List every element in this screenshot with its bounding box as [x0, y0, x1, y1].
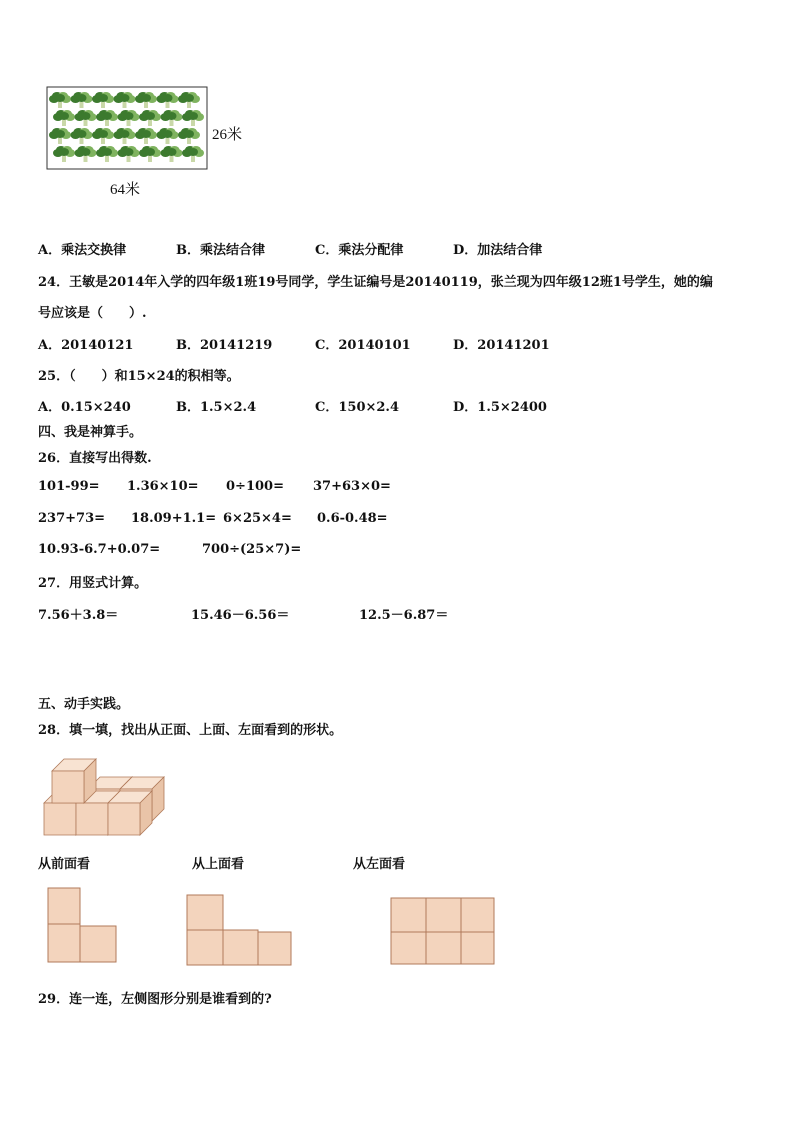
- q26-row3-item1: 10.93-6.7+0.07=: [38, 542, 161, 557]
- q25-option-c[interactable]: C．150×2.4: [315, 400, 399, 415]
- q24-option-d[interactable]: D．20141201: [453, 338, 550, 353]
- q24-text-line2: 号应该是（ ）.: [38, 306, 147, 321]
- cube-top-1: [52, 759, 96, 803]
- q26-row2-item1: 237+73=: [38, 511, 106, 526]
- q23-option-d[interactable]: D．加法结合律: [453, 243, 543, 258]
- q24-option-b[interactable]: B．20141219: [176, 338, 273, 353]
- q27-item3: 12.5－6.87＝: [359, 608, 449, 623]
- q26-row2-item2: 18.09+1.1=: [131, 511, 217, 526]
- q23-option-a[interactable]: A．乘法交换律: [38, 243, 127, 258]
- section4-title: 四、我是神算手。: [38, 425, 143, 440]
- q24-option-a[interactable]: A．20140121: [38, 338, 134, 353]
- q25-option-a[interactable]: A．0.15×240: [38, 400, 131, 415]
- q26-row1-item1: 101-99=: [38, 479, 100, 494]
- cube-arrangement-figure: [40, 745, 175, 840]
- q26-title: 26．直接写出得数.: [38, 451, 152, 466]
- top-view-label: 从上面看: [192, 857, 245, 872]
- left-view-label: 从左面看: [353, 857, 406, 872]
- top-view-shape: [186, 894, 294, 968]
- front-view-label: 从前面看: [38, 857, 91, 872]
- left-view-shape: [390, 897, 497, 967]
- q25-text: 25．（ ）和15×24的积相等。: [38, 369, 240, 384]
- q25-option-d[interactable]: D．1.5×2400: [453, 400, 547, 415]
- q24-text-line1: 24．王敏是2014年入学的四年级1班19号同学，学生证编号是20140119，张兰现为四年级12班1号学生，她的编: [38, 275, 713, 290]
- q26-row3-item2: 700÷(25×7)=: [202, 542, 302, 557]
- q29-title: 29．连一连，左侧图形分别是谁看到的?: [38, 992, 272, 1007]
- plot-width-label: 64米: [110, 182, 141, 198]
- q26-row2-item3: 6×25×4=: [223, 511, 292, 526]
- q24-option-c[interactable]: C．20140101: [315, 338, 411, 353]
- section5-title: 五、动手实践。: [38, 697, 130, 712]
- q28-title: 28．填一填，找出从正面、上面、左面看到的形状。: [38, 723, 343, 738]
- q26-row2-item4: 0.6-0.48=: [317, 511, 388, 526]
- q27-title: 27．用竖式计算。: [38, 576, 148, 591]
- q27-item1: 7.56＋3.8＝: [38, 608, 119, 623]
- q23-option-c[interactable]: C．乘法分配律: [315, 243, 404, 258]
- plot-height-label: 26米: [212, 127, 243, 143]
- cube-front-3: [108, 791, 152, 835]
- q26-row1-item4: 37+63×0=: [313, 479, 391, 494]
- q26-row1-item3: 0÷100=: [226, 479, 284, 494]
- q25-option-b[interactable]: B．1.5×2.4: [176, 400, 257, 415]
- q23-option-b[interactable]: B．乘法结合律: [176, 243, 265, 258]
- q26-row1-item2: 1.36×10=: [127, 479, 199, 494]
- vegetable-plot-figure: [46, 86, 208, 170]
- q27-item2: 15.46－6.56＝: [191, 608, 290, 623]
- front-view-shape: [47, 887, 119, 965]
